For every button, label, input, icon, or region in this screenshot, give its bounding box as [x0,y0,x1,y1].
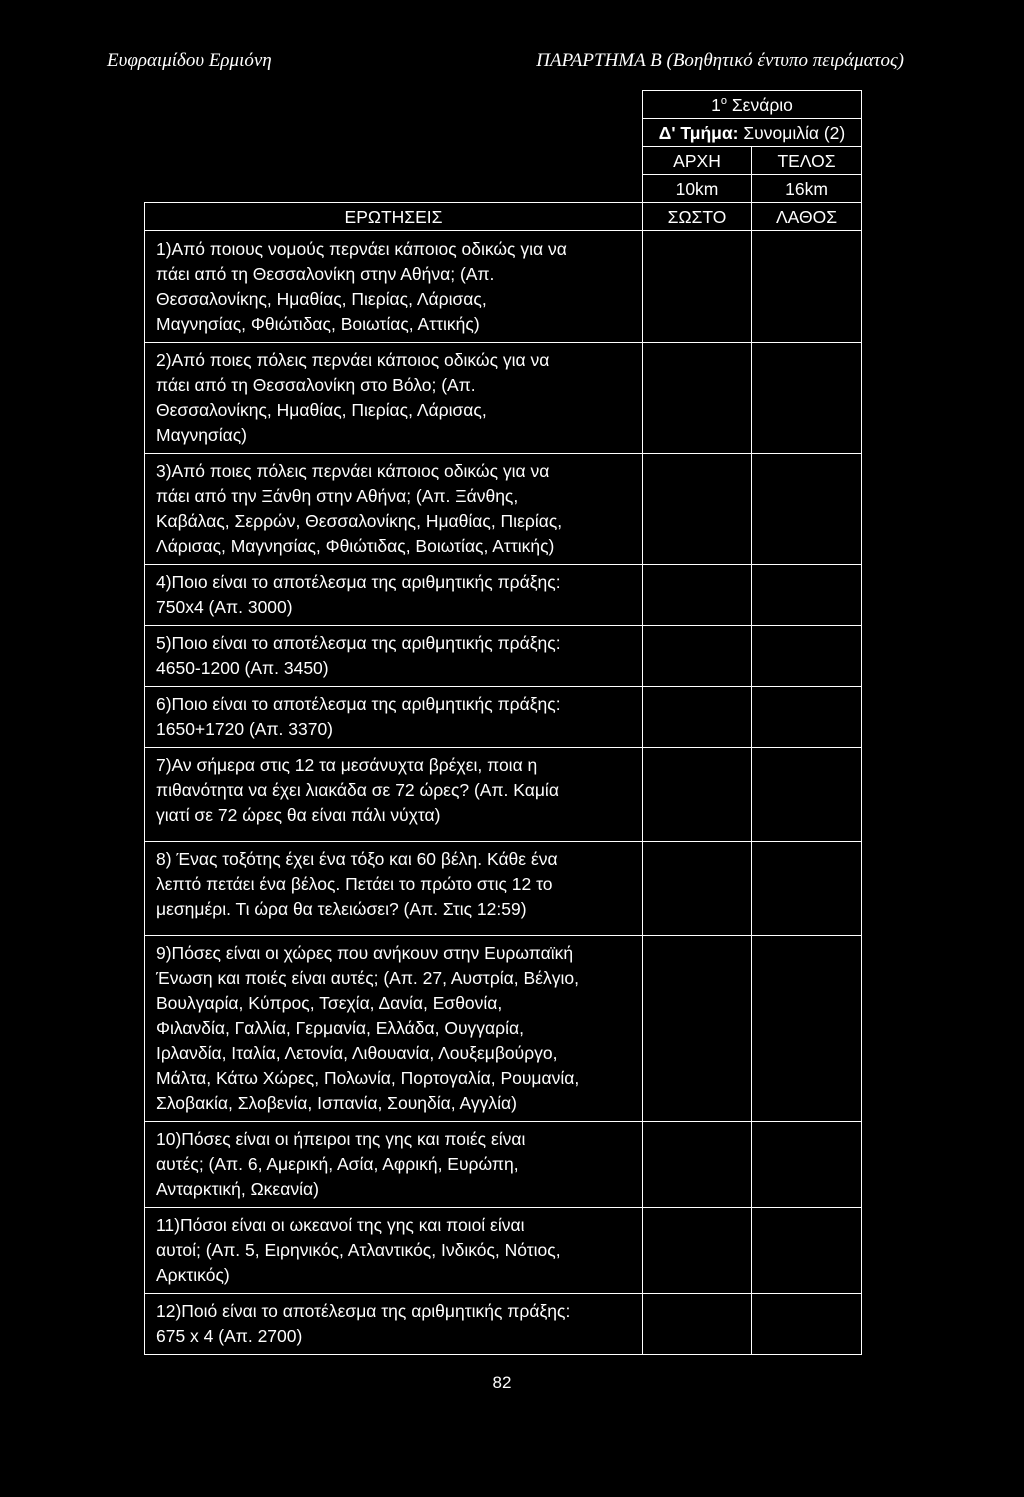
scenario-ordinal: ο [720,94,727,107]
question-line: Φιλανδία, Γαλλία, Γερμανία, Ελλάδα, Ουγγαρία, [156,1018,524,1038]
question-line: Μαγνησίας, Φθιώτιδας, Βοιωτίας, Αττικής) [156,314,480,334]
question-row [145,231,862,343]
correct-cell[interactable] [643,343,752,454]
wrong-cell[interactable] [752,748,862,842]
wrong-cell[interactable] [752,936,862,1122]
question-line: 9)Πόσες είναι οι χώρες που ανήκουν στην Ευρωπαϊκή [156,943,574,963]
group-cell [643,119,862,147]
question-line: 1650+1720 (Απ. 3370) [156,719,333,739]
scenario-word: Σενάριο [731,94,793,115]
question-row [145,1122,862,1208]
question-line: πάει από τη Θεσσαλονίκη στην Αθήνα; (Απ. [156,264,495,284]
correct-cell[interactable] [643,1122,752,1208]
wrong-cell[interactable] [752,842,862,936]
column-header-row [145,203,862,231]
correct-cell[interactable] [643,1294,752,1355]
wrong-cell[interactable] [752,687,862,748]
question-line: Βουλγαρία, Κύπρος, Τσεχία, Δανία, Εσθονία, [156,993,503,1013]
correct-cell[interactable] [643,687,752,748]
question-line: 3)Από ποιες πόλεις περνάει κάποιος οδικώς για να [156,461,550,481]
wrong-cell[interactable] [752,1122,862,1208]
question-line: 1)Από ποιους νομούς περνάει κάποιος οδικώς για να [156,239,567,259]
question-line: 12)Ποιό είναι το αποτέλεσμα της αριθμητικής πράξης: [156,1301,571,1321]
question-line: λεπτό πετάει ένα βέλος. Πετάει το πρώτο στις 12 το [156,874,553,894]
question-text [145,454,643,565]
question-line: 10)Πόσες είναι οι ήπειροι της γης και ποιές είναι [156,1129,526,1149]
question-line: Ανταρκτική, Ωκεανία) [156,1179,319,1199]
question-line: Μάλτα, Κάτω Χώρες, Πολωνία, Πορτογαλία, Ρουμανία, [156,1068,580,1088]
correct-header: ΣΩΣΤΟ [643,203,752,231]
question-row [145,343,862,454]
question-row [145,936,862,1122]
scenario-cell [643,91,862,119]
author-name: Ευφραιμίδου Ερμιόνη [107,50,272,71]
correct-cell[interactable] [643,565,752,626]
scenario-row [145,91,862,119]
group-value: Συνομιλία (2) [743,122,846,143]
question-line: Θεσσαλονίκης, Ημαθίας, Πιερίας, Λάρισας, [156,289,487,309]
question-line: μεσημέρι. Τι ώρα θα τελειώσει? (Απ. Στις 12:59) [156,899,527,919]
correct-cell[interactable] [643,748,752,842]
questions-header: ΕΡΩΤΗΣΕΙΣ [145,203,643,231]
question-row [145,626,862,687]
question-line: πάει από την Ξάνθη στην Αθήνα; (Απ. Ξάνθης, [156,486,519,506]
question-text [145,936,643,1122]
question-text [145,842,643,936]
question-line: Ιρλανδία, Ιταλία, Λετονία, Λιθουανία, Λουξεμβούργο, [156,1043,558,1063]
distance-row [145,175,862,203]
question-text [145,1294,643,1355]
question-line: 8) Ένας τοξότης έχει ένα τόξο και 60 βέλη. Κάθε ένα [156,849,558,869]
page-number: 82 [492,1373,512,1392]
questions-table [144,90,862,1355]
wrong-cell[interactable] [752,343,862,454]
end-label: ΤΕΛΟΣ [752,147,862,175]
scenario-number: 1 [711,94,721,115]
question-line: γιατί σε 72 ώρες θα είναι πάλι νύχτα) [156,805,441,825]
group-label: Δ' Τμήμα: [658,122,739,143]
question-row [145,1208,862,1294]
question-line: 2)Από ποιες πόλεις περνάει κάποιος οδικώς για να [156,350,550,370]
wrong-cell[interactable] [752,454,862,565]
question-text [145,231,643,343]
wrong-cell[interactable] [752,1294,862,1355]
group-row [145,119,862,147]
question-text [145,1122,643,1208]
question-line: 7)Αν σήμερα στις 12 τα μεσάνυχτα βρέχει, ποια η [156,755,538,775]
end-distance: 16km [752,175,862,203]
correct-cell[interactable] [643,936,752,1122]
question-line: Λάρισας, Μαγνησίας, Φθιώτιδας, Βοιωτίας, Αττικής) [156,536,555,556]
question-row [145,454,862,565]
question-line: πάει από τη Θεσσαλονίκη στο Βόλο; (Απ. [156,375,476,395]
question-row [145,565,862,626]
correct-cell[interactable] [643,626,752,687]
question-text [145,565,643,626]
question-row [145,687,862,748]
correct-cell[interactable] [643,231,752,343]
correct-cell[interactable] [643,842,752,936]
wrong-cell[interactable] [752,565,862,626]
correct-cell[interactable] [643,454,752,565]
wrong-cell[interactable] [752,231,862,343]
row-spacer [156,922,634,930]
start-label: ΑΡΧΗ [643,147,752,175]
question-line: αυτές; (Απ. 6, Αμερική, Ασία, Αφρική, Ευρώπη, [156,1154,519,1174]
wrong-cell[interactable] [752,1208,862,1294]
question-text [145,626,643,687]
row-spacer [156,828,634,836]
question-line: Θεσσαλονίκης, Ημαθίας, Πιερίας, Λάρισας, [156,400,487,420]
question-text [145,687,643,748]
question-line: 4650-1200 (Απ. 3450) [156,658,329,678]
question-line: Καβάλας, Σερρών, Θεσσαλονίκης, Ημαθίας, Πιερίας, [156,511,563,531]
question-line: 5)Ποιο είναι το αποτέλεσμα της αριθμητικής πράξης: [156,633,561,653]
question-text [145,1208,643,1294]
question-line: 675 x 4 (Απ. 2700) [156,1326,303,1346]
question-line: Αρκτικός) [156,1265,230,1285]
question-line: 11)Πόσοι είναι οι ωκεανοί της γης και ποιοί είναι [156,1215,525,1235]
phase-row [145,147,862,175]
question-row [145,748,862,842]
question-text [145,343,643,454]
question-row [145,842,862,936]
appendix-title: ΠΑΡΑΡΤΗΜΑ Β (Βοηθητικό έντυπο πειράματος) [536,50,904,71]
correct-cell[interactable] [643,1208,752,1294]
question-text [145,748,643,842]
question-line: 4)Ποιο είναι το αποτέλεσμα της αριθμητικής πράξης: [156,572,561,592]
question-line: 750x4 (Απ. 3000) [156,597,293,617]
wrong-cell[interactable] [752,626,862,687]
start-distance: 10km [643,175,752,203]
question-line: Ένωση και ποιές είναι αυτές; (Απ. 27, Αυστρία, Βέλγιο, [156,968,579,988]
question-line: Μαγνησίας) [156,425,247,445]
question-row [145,1294,862,1355]
question-line: πιθανότητα να έχει λιακάδα σε 72 ώρες? (Απ. Καμία [156,780,559,800]
question-line: 6)Ποιο είναι το αποτέλεσμα της αριθμητικής πράξης: [156,694,561,714]
wrong-header: ΛΑΘΟΣ [752,203,862,231]
question-line: Σλοβακία, Σλοβενία, Ισπανία, Σουηδία, Αγγλία) [156,1093,517,1113]
question-line: αυτοί; (Απ. 5, Ειρηνικός, Ατλαντικός, Ινδικός, Νότιος, [156,1240,561,1260]
